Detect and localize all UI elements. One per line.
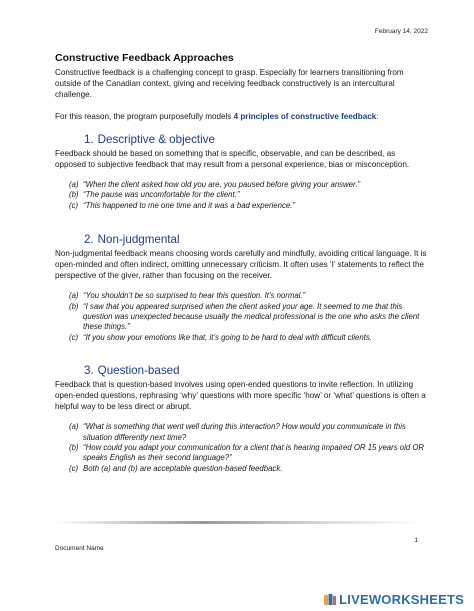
document-title: Constructive Feedback Approaches [55,52,234,64]
example-text: “You shouldn’t be so surprised to hear this question. It’s normal.” [83,291,306,301]
example-item [69,291,427,301]
section-number: 2. [84,233,94,247]
section-question-based [55,364,427,474]
page-number: 1 [414,537,418,544]
example-list [55,422,427,474]
example-text: “When the client asked how old you are, you paused before giving your answer.” [83,180,361,189]
example-marker: (c) [69,200,79,210]
principles-intro-colon: : [376,112,379,121]
section-title: Descriptive & objective [97,133,215,146]
example-item [69,190,427,200]
example-text: “I saw that you appeared surprised when the client asked your age. It seemed to me that this question was unexpected because usually the medical professional is the one who asks the client these things.” [83,301,420,332]
example-marker: (a) [69,180,79,189]
example-text: “What is something that went well during this interaction? How would you communicate in this situation differently next time? [83,422,406,442]
section-body: Non-judgmental feedback means choosing words carefully and mindfully, avoiding critical language. It is open-minded and often indirect, omitting unnecessary criticism. It often uses ‘I’ statements to reflect the perspective of the giver, rather than focusing on the receiver. [55,249,427,281]
example-item [69,333,427,343]
document-name: Document Name [55,545,104,552]
example-item [69,201,427,211]
example-marker: (a) [69,291,79,301]
section-body: Feedback that is question-based involves using open-ended questions to invite reflection. In utilizing open-ended questions, rephrasing ‘why’ questions with more specific ‘how’ or ‘what’ questions is often a helpful way to be less direct or abrupt. [55,380,426,412]
example-list [55,291,427,343]
liveworksheets-watermark[interactable] [323,592,464,607]
section-heading [55,133,427,146]
intro-paragraph: Constructive feedback is a challenging concept to grasp. Especially for learners transitioning from outside of the Canadian context, giving and receiving feedback constructively is an intercultural challenge. [55,68,404,99]
example-item [69,422,427,443]
section-number: 1. [84,133,94,146]
example-text: “The pause was uncomfortable for the client.” [83,190,240,200]
document-body [55,52,427,474]
example-marker: (b) [69,301,79,311]
example-item [69,180,427,190]
example-marker: (a) [69,422,79,432]
principles-intro-line [55,111,427,122]
document-date: February 14, 2022 [374,28,428,35]
example-text: “This happened to me one time and it was a bad experience.” [83,200,295,210]
example-marker: (c) [69,332,79,342]
section-heading [55,364,427,377]
principles-highlight: 4 principles of constructive feedback [233,112,377,121]
example-text: “How could you adapt your communication for a client that is hearing impaired OR 15 years old OR speaks English as their second language?” [83,443,425,463]
section-heading [55,233,427,246]
section-title: Question-based [97,364,180,378]
example-item [69,464,427,474]
example-text: “If you show your emotions like that, it’s going to be hard to deal with difficult clients. [83,332,372,342]
liveworksheets-logo-icon [323,593,337,607]
principles-intro-text: For this reason, the program purposefully models [55,112,234,121]
footer-divider [55,521,423,524]
example-marker: (b) [69,443,79,453]
section-number: 3. [84,364,94,378]
section-body: Feedback should be based on something that is specific, observable, and can be described, as opposed to subjective feedback that may result from a personal experience, bias or misconception. [55,149,410,169]
example-list [55,180,427,211]
example-marker: (b) [69,190,79,200]
example-item [69,302,427,333]
section-descriptive-objective [55,133,427,211]
section-title: Non-judgmental [97,233,180,247]
example-text: Both (a) and (b) are acceptable question-based feedback. [83,463,283,473]
section-non-judgmental [55,233,427,343]
example-marker: (c) [69,463,79,473]
example-item [69,443,427,464]
watermark-text: LIVEWORKSHEETS [339,592,464,607]
